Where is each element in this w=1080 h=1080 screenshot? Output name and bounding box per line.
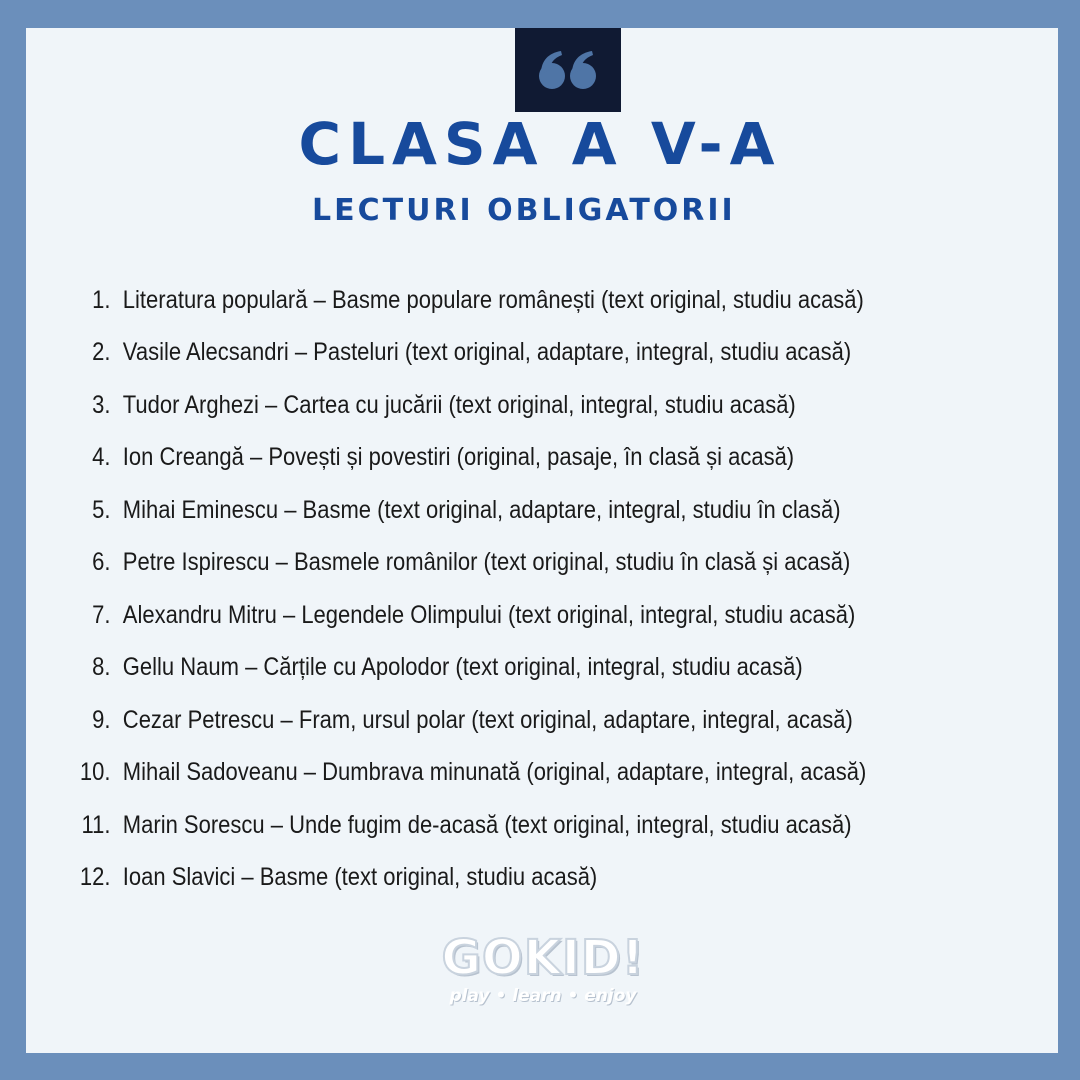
item-number: 12. [79,863,111,892]
list-item [70,852,915,905]
item-text: Ion Creangă – Povești și povestiri (original, pasaje, în clasă și acasă) [122,443,795,472]
list-item [70,642,915,695]
list-item [70,432,915,485]
list-item [70,274,915,327]
item-text: Vasile Alecsandri – Pasteluri (text original, adaptare, integral, studiu acasă) [122,338,852,367]
list-item [70,799,915,852]
item-number: 7. [92,600,111,629]
logo-tagline: play • learn • enjoy [449,986,637,1006]
item-number: 2. [92,338,111,367]
item-text: Ioan Slavici – Basme (text original, studiu acasă) [122,863,598,892]
quote-box [515,28,621,112]
list-item [70,484,915,537]
item-number: 6. [92,548,111,577]
item-text: Marin Sorescu – Unde fugim de-acasă (text original, integral, studiu acasă) [122,810,852,839]
list-item [70,379,915,432]
gokid-logo [438,930,648,1010]
item-text: Gellu Naum – Cărțile cu Apolodor (text original, integral, studiu acasă) [122,653,803,682]
item-number: 10. [79,758,111,787]
item-number: 9. [92,705,111,734]
list-item [70,537,915,590]
item-text: Petre Ispirescu – Basmele românilor (text original, studiu în clasă și acasă) [122,548,851,577]
item-text: Mihail Sadoveanu – Dumbrava minunată (original, adaptare, integral, acasă) [122,758,867,787]
item-number: 4. [92,443,111,472]
item-number: 3. [92,390,111,419]
quote-mark-icon [537,50,599,90]
page-subtitle: LECTURI OBLIGATORII [312,193,736,228]
logo-wordmark: GOKID! [441,930,645,986]
page-title: CLASA A V-A [298,110,782,178]
list-item [70,747,915,800]
list-item [70,327,915,380]
item-number: 8. [92,653,111,682]
item-text: Tudor Arghezi – Cartea cu jucării (text original, integral, studiu acasă) [122,390,796,419]
item-number: 11. [81,810,111,839]
reading-list [70,274,1030,904]
item-text: Cezar Petrescu – Fram, ursul polar (text original, adaptare, integral, acasă) [122,705,853,734]
item-number: 5. [92,495,111,524]
item-text: Literatura populară – Basme populare românești (text original, studiu acasă) [122,285,864,314]
item-number: 1. [92,285,111,314]
list-item [70,589,915,642]
list-item [70,694,915,747]
item-text: Alexandru Mitru – Legendele Olimpului (text original, integral, studiu acasă) [122,600,856,629]
item-text: Mihai Eminescu – Basme (text original, adaptare, integral, studiu în clasă) [122,495,841,524]
